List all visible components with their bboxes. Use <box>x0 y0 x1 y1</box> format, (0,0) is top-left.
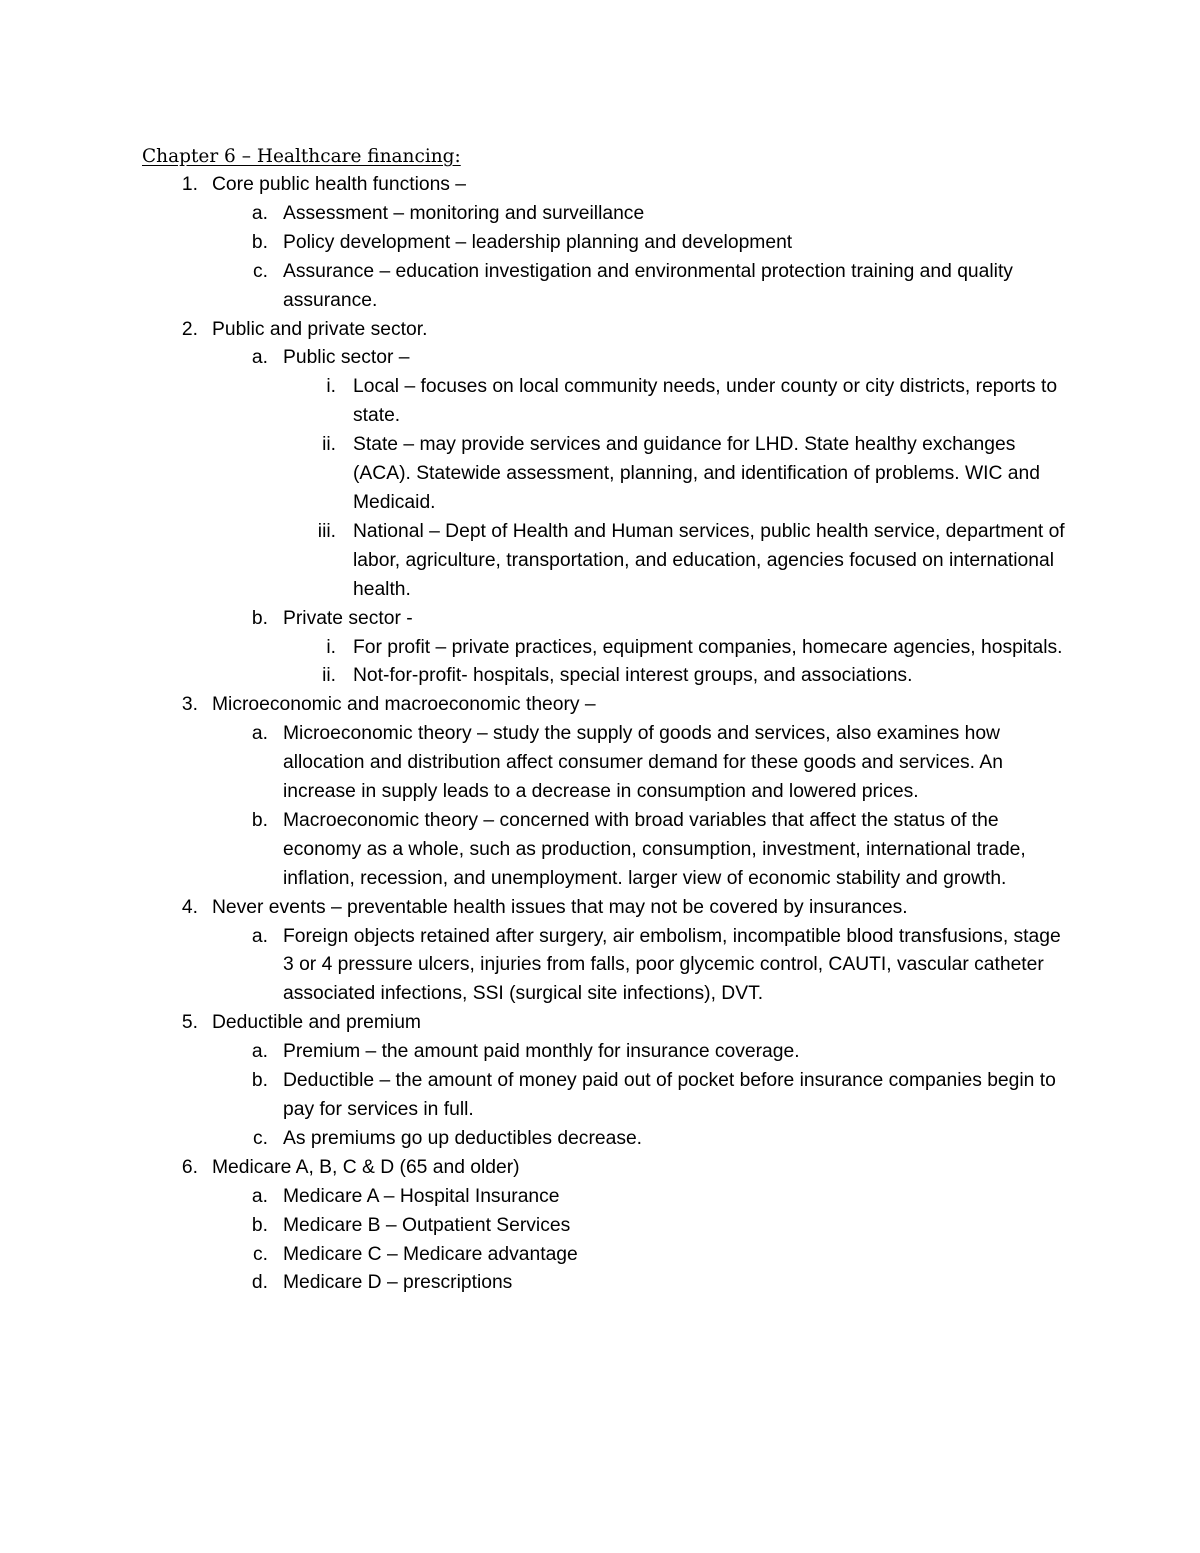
list-item <box>0 518 1200 605</box>
list-item <box>0 316 1200 345</box>
list-item-text: National – Dept of Health and Human services, public health service, department of labor, agriculture, transportation, and education, agencies focused on international health. <box>353 520 1065 600</box>
list-marker: ii. <box>322 434 336 456</box>
list-item <box>0 1125 1200 1154</box>
list-item <box>0 1009 1200 1038</box>
list-item-text: Private sector - <box>283 607 413 629</box>
document-title: Chapter 6 – Healthcare financing: <box>142 146 461 167</box>
list-item-text: For profit – private practices, equipment companies, homecare agencies, hospitals. <box>353 636 1063 658</box>
list-marker: 3. <box>181 694 198 716</box>
list-marker: c. <box>253 1243 268 1265</box>
list-item <box>0 1241 1200 1270</box>
list-item-text: Deductible and premium <box>212 1012 421 1034</box>
list-item-text: Assurance – education investigation and environmental protection training and quality assurance. <box>283 260 1013 311</box>
list-item-text: Deductible – the amount of money paid out of pocket before insurance companies begin to pay for services in full. <box>283 1070 1056 1120</box>
list-item <box>0 662 1200 691</box>
list-item <box>0 691 1200 720</box>
list-item-text: Microeconomic theory – study the supply of goods and services, also examines how allocation and distribution affect consumer demand for these goods and services. An increase in supply leads to a decrease in consumption and lowered prices. <box>283 723 1003 803</box>
list-item <box>0 1067 1200 1125</box>
list-item <box>0 1038 1200 1067</box>
list-item <box>0 634 1200 663</box>
list-item-text: Medicare A – Hospital Insurance <box>283 1185 560 1207</box>
list-item <box>0 894 1200 923</box>
list-item <box>0 1183 1200 1212</box>
list-marker: 1. <box>181 174 198 195</box>
list-marker: 4. <box>181 896 198 918</box>
list-item <box>0 605 1200 634</box>
list-item-text: Local – focuses on local community needs, under county or city districts, reports to state. <box>353 376 1058 427</box>
list-item <box>0 923 1200 1010</box>
list-item-text: As premiums go up deductibles decrease. <box>283 1127 643 1149</box>
list-marker: 5. <box>181 1012 198 1034</box>
list-item-text: Medicare C – Medicare advantage <box>283 1243 578 1265</box>
list-item <box>0 200 1200 229</box>
list-marker: 6. <box>181 1156 198 1178</box>
list-item-text: Foreign objects retained after surgery, air embolism, incompatible blood transfusions, stage 3 or 4 pressure ulcers, injuries from falls, poor glycemic control, CAUTI, vascular catheter associated infections, SSI (surgical site infections), DVT. <box>283 925 1061 1005</box>
list-item <box>0 344 1200 373</box>
list-marker: a. <box>251 1041 268 1063</box>
list-item-text: Public and private sector. <box>212 318 428 340</box>
list-item-text: Core public health functions – <box>212 174 467 195</box>
list-marker: i. <box>326 376 336 398</box>
list-item <box>0 1212 1200 1241</box>
list-marker: a. <box>251 925 268 947</box>
list-item-text: State – may provide services and guidance for LHD. State healthy exchanges (ACA). Statewide assessment, planning, and identification of problems. WIC and Medicaid. <box>353 434 1040 513</box>
list-marker: b. <box>251 1214 268 1236</box>
list-marker: c. <box>253 1127 268 1149</box>
list-item-text: Assessment – monitoring and surveillance <box>283 202 645 224</box>
list-item <box>0 431 1200 518</box>
list-item <box>0 373 1200 431</box>
list-marker: b. <box>251 1070 268 1092</box>
list-item <box>0 171 1200 200</box>
list-marker: a. <box>251 1185 268 1207</box>
list-marker: a. <box>251 202 268 224</box>
list-marker: a. <box>251 723 268 745</box>
list-item-text: Public sector – <box>283 347 410 369</box>
list-item <box>0 229 1200 258</box>
list-marker: b. <box>251 809 268 831</box>
list-item <box>0 1269 1200 1298</box>
list-item-text: Premium – the amount paid monthly for insurance coverage. <box>283 1041 800 1063</box>
list-item-text: Never events – preventable health issues that may not be covered by insurances. <box>212 896 908 918</box>
list-item-text: Not-for-profit- hospitals, special interest groups, and associations. <box>353 665 913 687</box>
list-item-text: Medicare B – Outpatient Services <box>283 1214 571 1236</box>
list-marker: 2. <box>181 318 198 340</box>
list-item <box>0 720 1200 807</box>
list-item-text: Medicare A, B, C & D (65 and older) <box>212 1156 520 1178</box>
list-item-text: Medicare D – prescriptions <box>283 1272 513 1294</box>
list-item-text: Policy development – leadership planning and development <box>283 231 793 253</box>
list-marker: i. <box>326 636 336 658</box>
list-item <box>0 807 1200 894</box>
list-marker: b. <box>251 231 268 253</box>
list-item <box>0 1154 1200 1183</box>
list-marker: d. <box>251 1272 268 1294</box>
list-item-text: Macroeconomic theory – concerned with broad variables that affect the status of the economy as a whole, such as production, consumption, investment, international trade, inflation, recession, and unemployment. larger view of economic stability and growth. <box>283 809 1026 889</box>
list-marker: iii. <box>317 520 336 542</box>
list-marker: b. <box>251 607 268 629</box>
list-marker: a. <box>251 347 268 369</box>
list-marker: c. <box>253 260 268 282</box>
outline-list <box>0 171 1200 1298</box>
list-item <box>0 258 1200 316</box>
list-item-text: Microeconomic and macroeconomic theory – <box>212 694 596 716</box>
list-marker: ii. <box>322 665 336 687</box>
